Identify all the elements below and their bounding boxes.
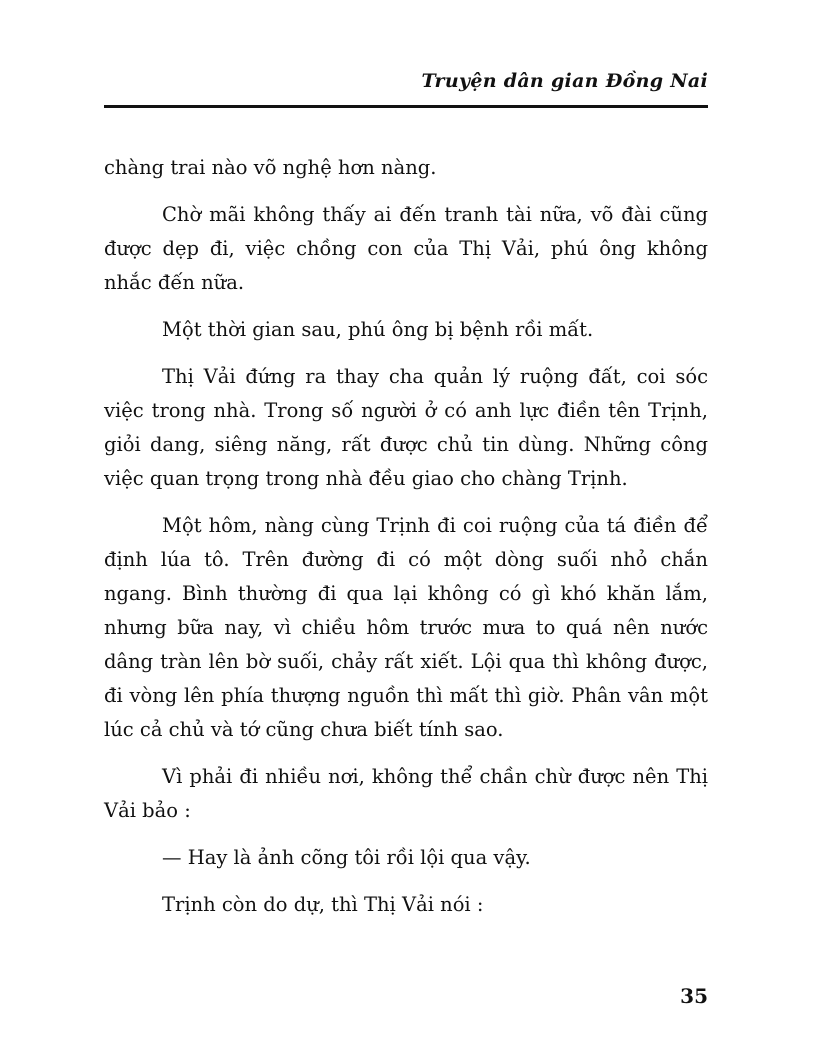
page-number: 35 xyxy=(680,984,708,1008)
paragraph-4: Thị Vải đứng ra thay cha quản lý ruộng đất, coi sóc việc trong nhà. Trong số người ở có anh lực điền tên Trịnh, giỏi dang, siêng năng, rất được chủ tin dùng. Những công việc quan trọng trong nhà đều giao cho chàng Trịnh. xyxy=(104,365,708,490)
paragraph-6: Vì phải đi nhiều nơi, không thể chần chừ được nên Thị Vải bảo : xyxy=(104,765,708,822)
paragraph-5: Một hôm, nàng cùng Trịnh đi coi ruộng của tá điền để định lúa tô. Trên đường đi có một dòng suối nhỏ chắn ngang. Bình thường đi qua lại không có gì khó khăn lắm, nhưng bữa nay, vì chiều hôm trước mưa to quá nên nước dâng tràn lên bờ suối, chảy rất xiết. Lội qua thì không được, đi vòng lên phía thượng nguồn thì mất thì giờ. Phân vân một lúc cả chủ và tớ cũng chưa biết tính sao. xyxy=(104,514,708,741)
paragraph-2: Chờ mãi không thấy ai đến tranh tài nữa, võ đài cũng được dẹp đi, việc chồng con của Thị Vải, phú ông không nhắc đến nữa. xyxy=(104,203,708,294)
paragraph-8: Trịnh còn do dự, thì Thị Vải nói : xyxy=(162,893,484,916)
page-body xyxy=(104,151,708,935)
paragraph-7-dialogue: — Hay là ảnh cõng tôi rồi lội qua vậy. xyxy=(162,846,531,869)
paragraph-3: Một thời gian sau, phú ông bị bệnh rồi mất. xyxy=(162,318,594,341)
paragraph-1: chàng trai nào võ nghệ hơn nàng. xyxy=(104,156,437,179)
running-header-title: Truyện dân gian Đồng Nai xyxy=(421,70,708,92)
header-rule xyxy=(104,105,708,108)
